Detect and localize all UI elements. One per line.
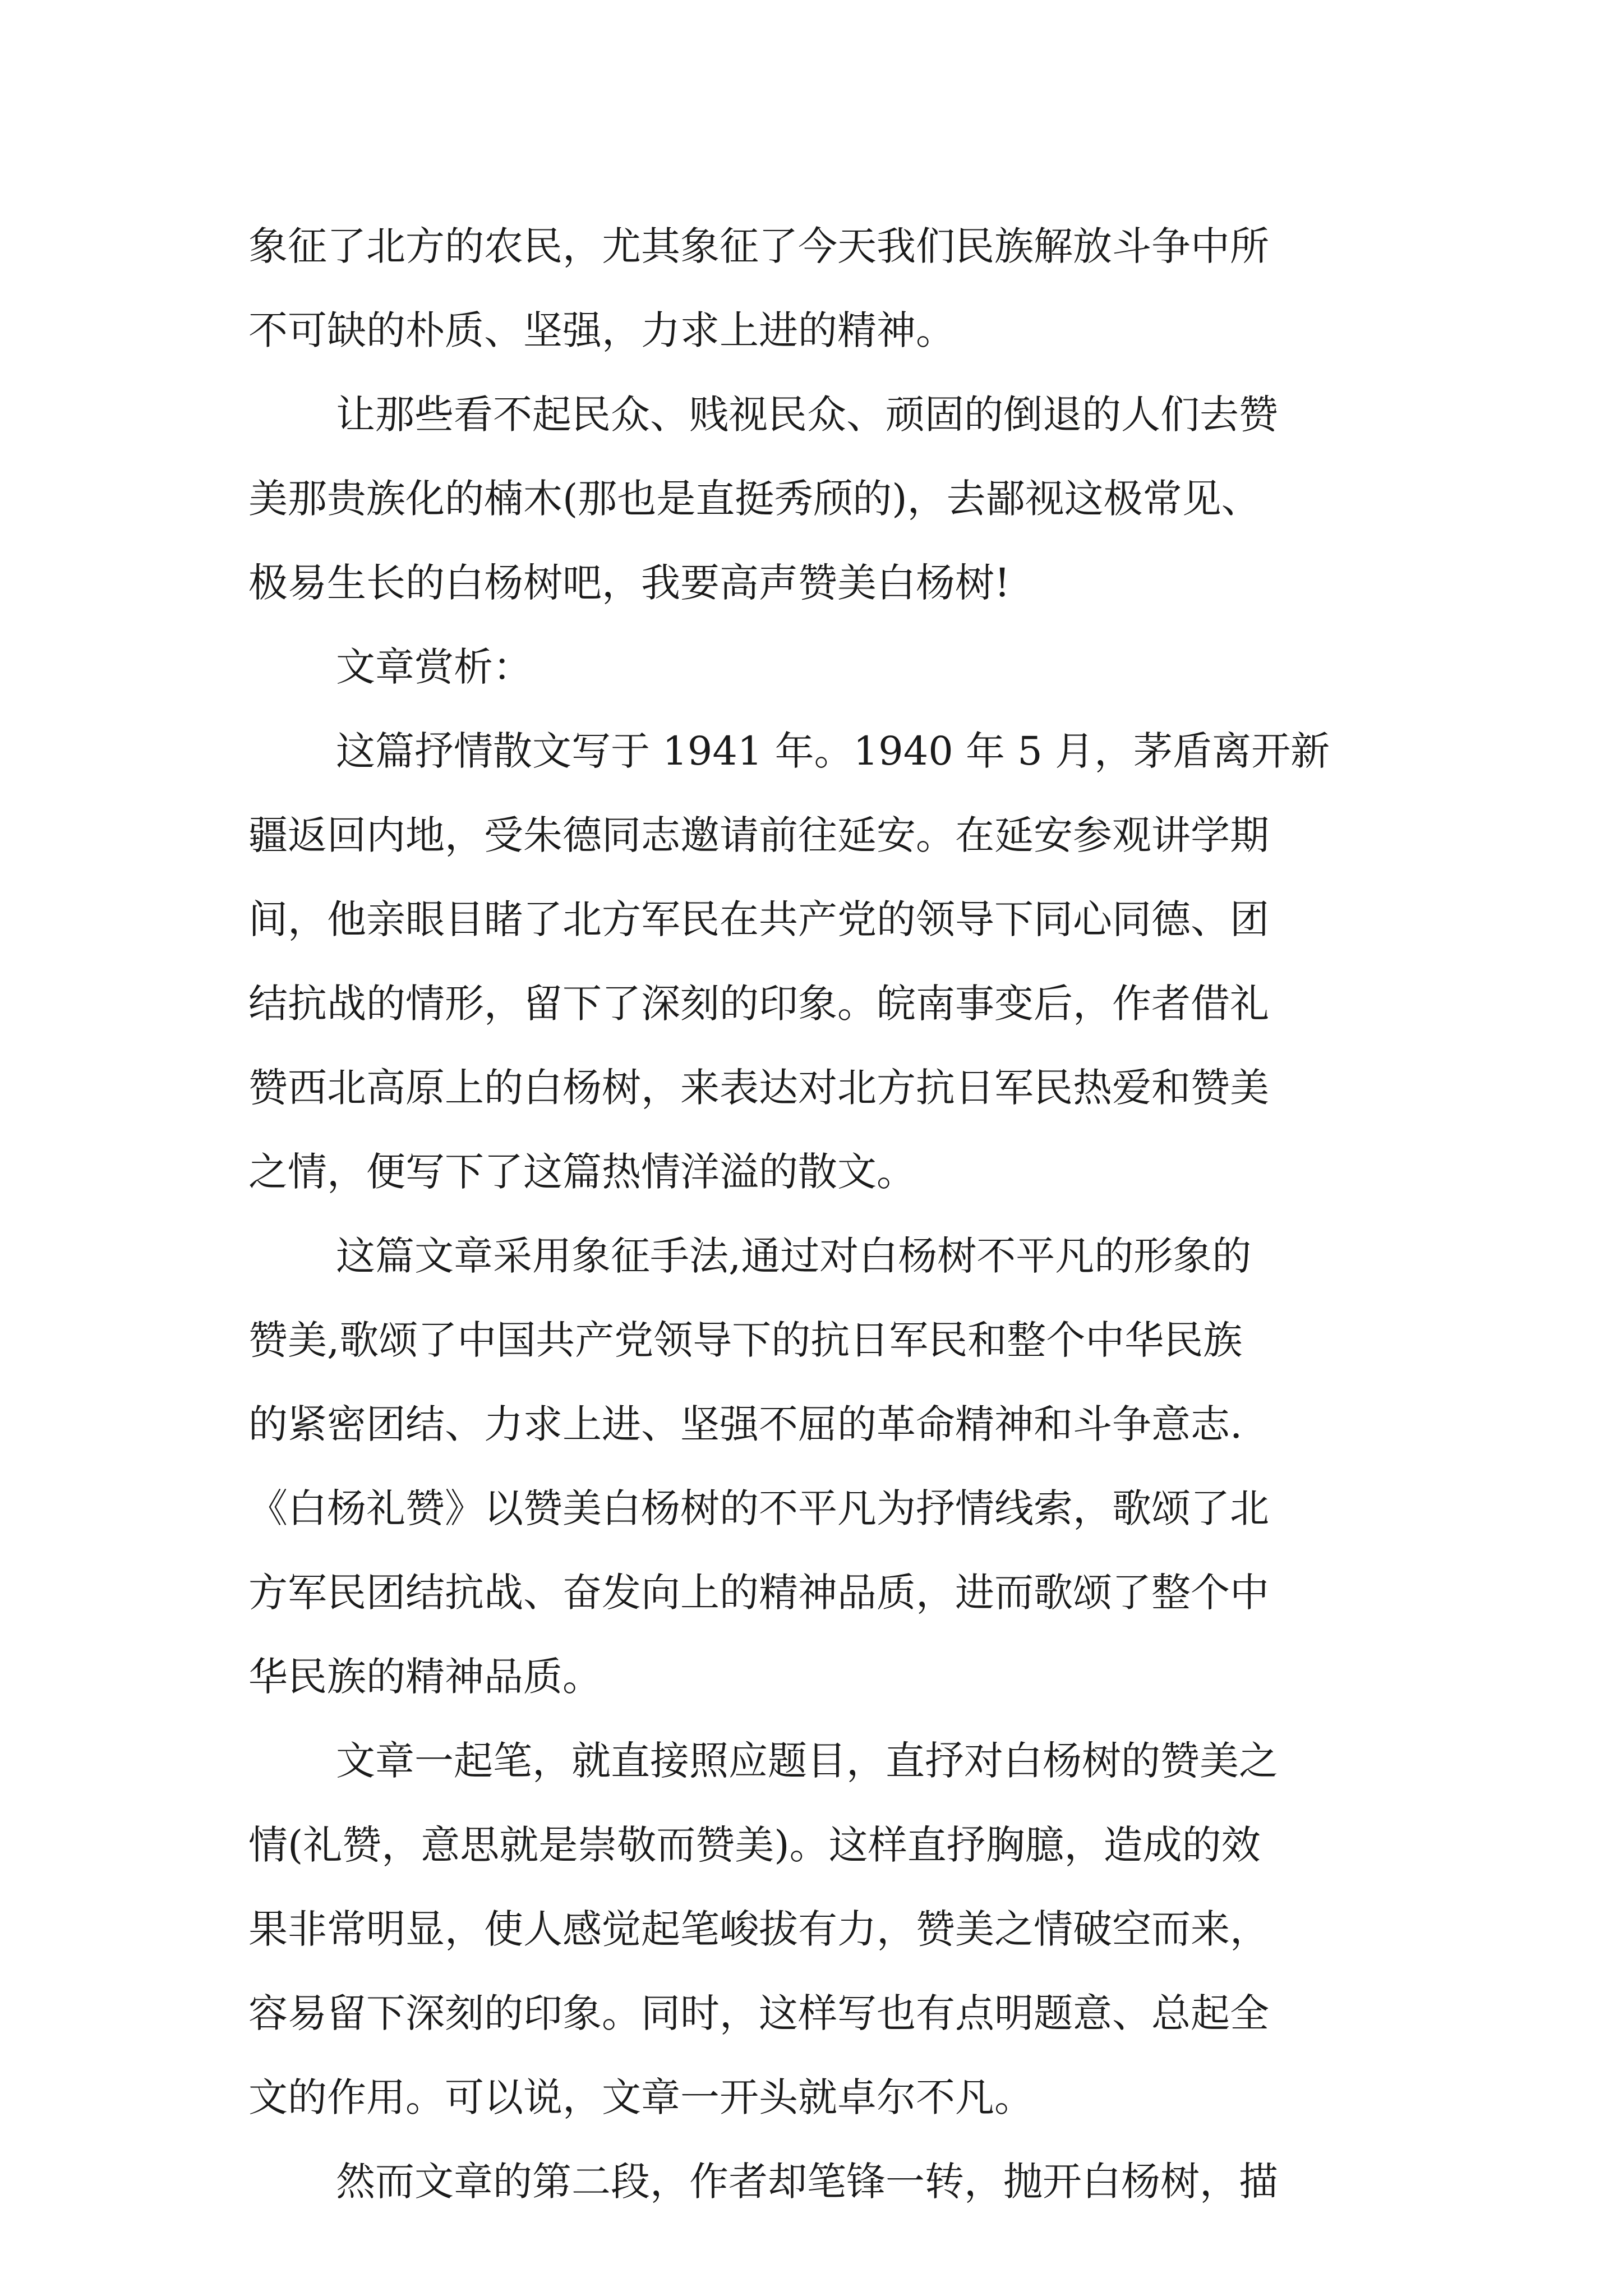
text-line: 疆返回内地，受朱德同志邀请前往延安。在延安参观讲学期	[248, 812, 1269, 858]
body-text	[248, 204, 1393, 2224]
text-line: 华民族的精神品质。	[248, 1654, 602, 1700]
paragraph-start-line: 这篇抒情散文写于 1941 年。1940 年 5 月，茅盾离开新	[336, 728, 1330, 774]
text-line: 之情，便写下了这篇热情洋溢的散文。	[248, 1149, 916, 1195]
text-line: 不可缺的朴质、坚强，力求上进的精神。	[248, 307, 955, 353]
paragraph-start-line: 文章一起笔，就直接照应题目，直抒对白杨树的赞美之	[336, 1738, 1278, 1784]
text-line: 《白杨礼赞》以赞美白杨树的不平凡为抒情线索，歌颂了北	[248, 1485, 1269, 1531]
text-line: 赞美,歌颂了中国共产党领导下的抗日军民和整个中华民族	[248, 1317, 1243, 1363]
text-line: 赞西北高原上的白杨树，来表达对北方抗日军民热爱和赞美	[248, 1065, 1269, 1111]
section-heading: 文章赏析：	[336, 644, 532, 690]
text-line: 象征了北方的农民，尤其象征了今天我们民族解放斗争中所	[248, 223, 1269, 269]
text-line: 情(礼赞，意思就是崇敬而赞美)。这样直抒胸臆，造成的效	[248, 1822, 1261, 1868]
text-line: 美那贵族化的楠木(那也是直挺秀颀的)，去鄙视这极常见、	[248, 476, 1261, 522]
text-line: 间，他亲眼目睹了北方军民在共产党的领导下同心同德、团	[248, 896, 1269, 942]
paragraph-start-line: 然而文章的第二段，作者却笔锋一转，抛开白杨树，描	[336, 2159, 1278, 2205]
text-line: 文的作用。可以说，文章一开头就卓尔不凡。	[248, 2074, 1034, 2120]
text-line: 的紧密团结、力求上进、坚强不屈的革命精神和斗争意志.	[248, 1401, 1243, 1447]
text-line: 极易生长的白杨树吧，我要高声赞美白杨树!	[248, 560, 1011, 606]
paragraph-start-line: 这篇文章采用象征手法,通过对白杨树不平凡的形象的	[336, 1233, 1252, 1279]
text-line: 果非常明显，使人感觉起笔峻拔有力，赞美之情破空而来，	[248, 1906, 1269, 1952]
text-line: 容易留下深刻的印象。同时，这样写也有点明题意、总起全	[248, 1990, 1269, 2036]
text-line: 方军民团结抗战、奋发向上的精神品质，进而歌颂了整个中	[248, 1570, 1269, 1616]
text-line: 结抗战的情形，留下了深刻的印象。皖南事变后，作者借礼	[248, 981, 1269, 1027]
paragraph-start-line: 让那些看不起民众、贱视民众、顽固的倒退的人们去赞	[336, 392, 1278, 438]
